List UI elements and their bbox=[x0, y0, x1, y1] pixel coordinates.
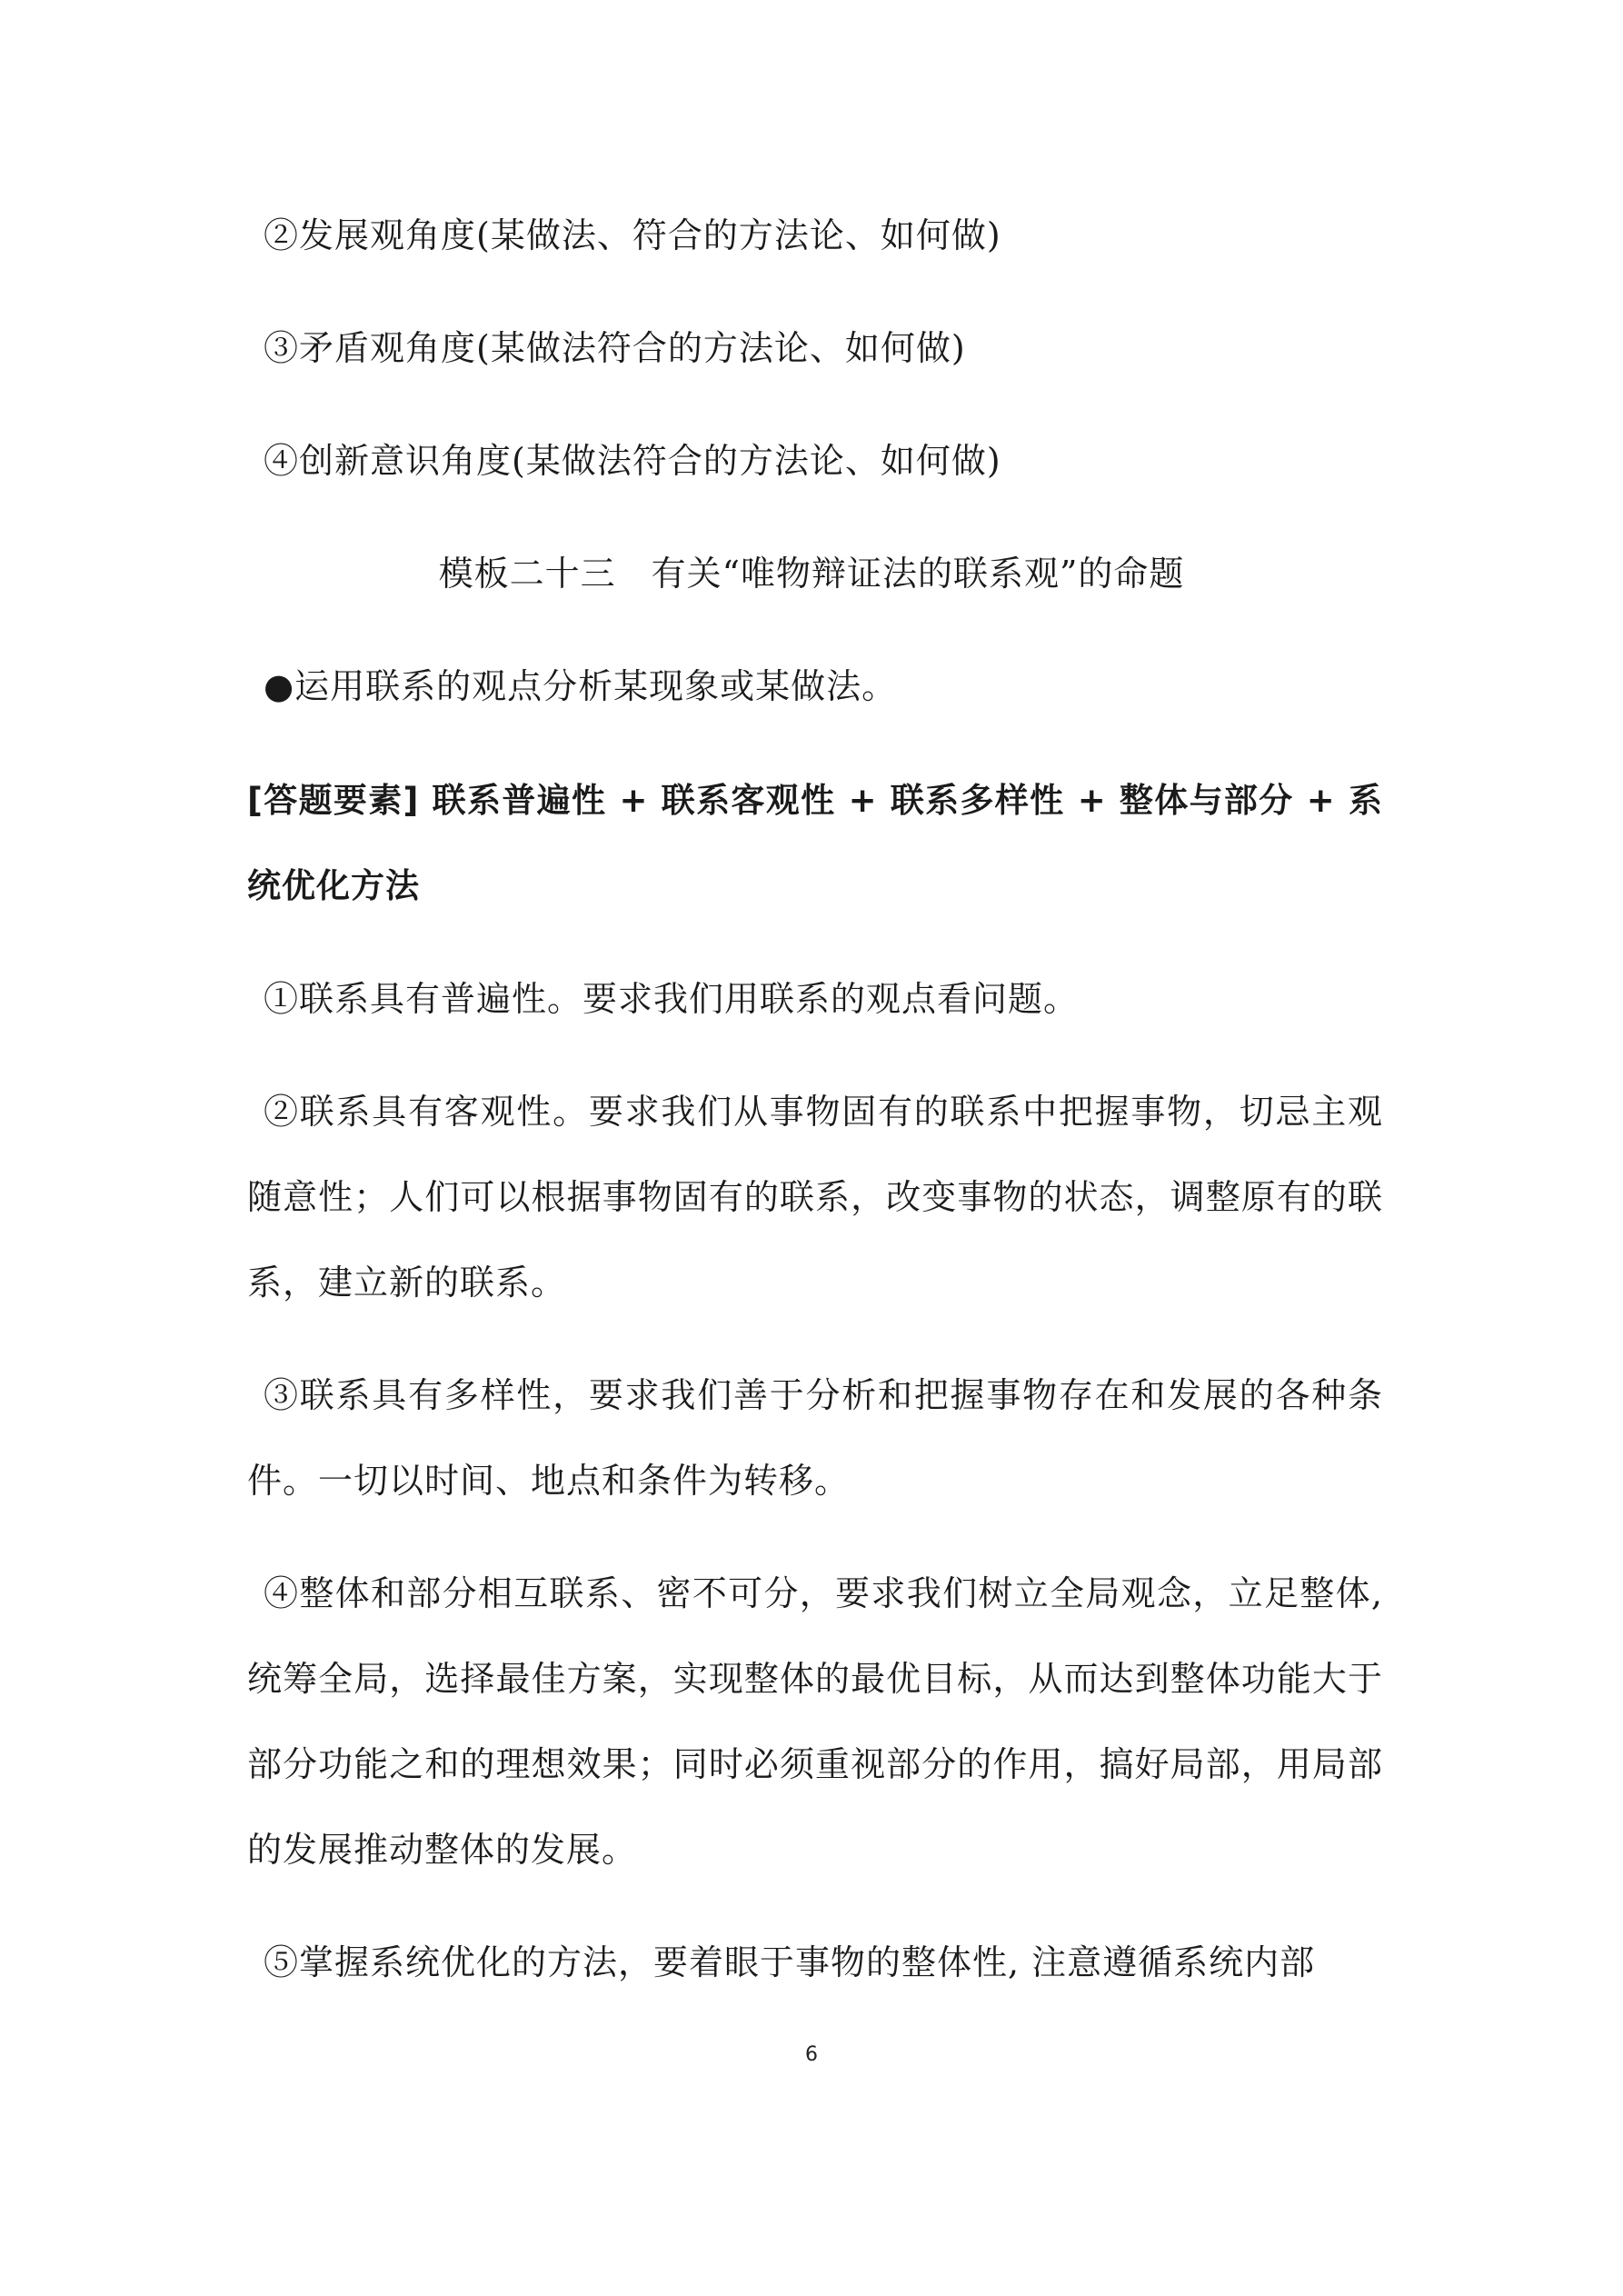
point-universality: ①联系具有普遍性。要求我们用联系的观点看问题。 bbox=[264, 979, 1080, 1019]
answer-elements: [答题要素] 联系普遍性 + 联系客观性 + 联系多样性 + 整体与部分 + 系统优化方法 bbox=[247, 781, 1383, 905]
page-number: 6 bbox=[805, 2043, 818, 2066]
point-system-optimization: ⑤掌握系统优化的方法，要着眼于事物的整体性, 注意遵循系统内部 bbox=[264, 1942, 1316, 1982]
point-objectivity: ②联系具有客观性。要求我们从事物固有的联系中把握事物，切忌主观随意性；人们可以根据事物固有的联系，改变事物的状态，调整原有的联系，建立新的联系。 bbox=[247, 1092, 1383, 1303]
template-heading: 模板二十三 有关“唯物辩证法的联系观”的命题 bbox=[438, 554, 1185, 594]
bullet-question: ●运用联系的观点分析某现象或某做法。 bbox=[264, 666, 898, 706]
point-diversity: ③联系具有多样性，要求我们善于分析和把握事物存在和发展的各种条件。一切以时间、地点和条件为转移。 bbox=[247, 1375, 1383, 1501]
point-whole-and-part: ④整体和部分相互联系、密不可分，要求我们树立全局观念，立足整体, 统筹全局，选择最佳方案，实现整体的最优目标，从而达到整体功能大于部分功能之和的理想效果；同时必须重视部分的作用，搞好局部，用局部的发展推动整体的发展。 bbox=[247, 1573, 1383, 1870]
method-line-innovation: ④创新意识角度(某做法符合的方法论、如何做) bbox=[264, 441, 1001, 481]
method-line-development: ②发展观角度(某做法、符合的方法论、如何做) bbox=[264, 215, 1001, 255]
method-line-contradiction: ③矛盾观角度(某做法符合的方法论、如何做) bbox=[264, 328, 966, 368]
